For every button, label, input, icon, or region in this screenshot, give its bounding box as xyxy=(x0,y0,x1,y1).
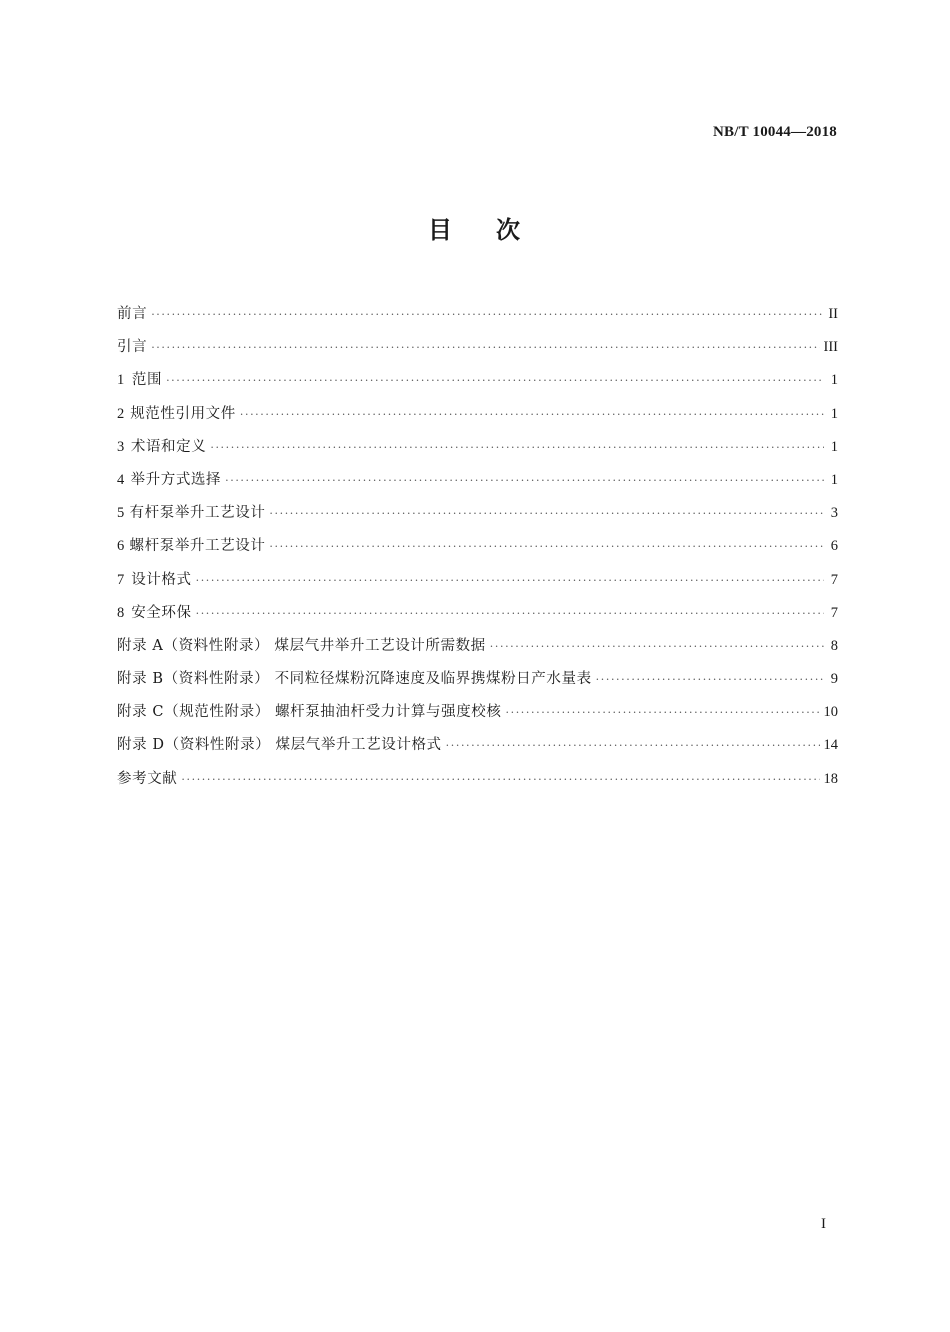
toc-entry-label: 参考文献 xyxy=(117,770,178,787)
toc-entry[interactable] xyxy=(117,333,838,366)
toc-entry-page: 18 xyxy=(823,770,838,787)
toc-dot-leader xyxy=(490,633,824,661)
toc-dot-leader xyxy=(196,567,824,595)
toc-dot-leader xyxy=(151,334,819,362)
toc-entry-page: 1 xyxy=(830,438,838,455)
toc-entry-label: 举升方式选择 xyxy=(130,471,222,488)
toc-entry-page: 9 xyxy=(830,671,838,688)
toc-dot-leader xyxy=(181,766,819,794)
toc-entry-page: 8 xyxy=(830,637,838,654)
toc-entry-label: 附录 C（规范性附录） 螺杆泵抽油杆受力计算与强度校核 xyxy=(117,704,502,721)
toc-entry[interactable] xyxy=(117,632,838,665)
toc-dot-leader xyxy=(269,500,824,528)
toc-dot-leader xyxy=(596,666,824,694)
toc-entry-label: 附录 D（资料性附录） 煤层气举升工艺设计格式 xyxy=(117,737,442,754)
toc-entry-number: 6 xyxy=(117,538,125,555)
toc-entry[interactable] xyxy=(117,532,838,565)
toc-entry-label: 引言 xyxy=(117,339,148,356)
toc-dot-leader xyxy=(151,301,824,329)
toc-entry-number: 1 xyxy=(117,372,125,389)
toc-list xyxy=(117,300,838,798)
toc-entry[interactable] xyxy=(117,466,838,499)
toc-dot-leader xyxy=(210,434,824,462)
toc-entry-page: 1 xyxy=(830,372,838,389)
toc-entry-label: 螺杆泵举升工艺设计 xyxy=(129,538,266,555)
toc-entry-page: 3 xyxy=(830,505,838,522)
toc-entry[interactable] xyxy=(117,366,838,399)
toc-entry[interactable] xyxy=(117,566,838,599)
toc-title-part1: 目 xyxy=(428,216,454,244)
toc-dot-leader xyxy=(196,600,824,628)
toc-entry-label: 术语和定义 xyxy=(130,438,207,455)
toc-entry-label: 前言 xyxy=(117,306,148,322)
toc-entry[interactable] xyxy=(117,698,838,731)
toc-entry-label: 有杆泵举升工艺设计 xyxy=(129,505,266,522)
toc-title-part2: 次 xyxy=(496,216,522,244)
toc-entry-page: 7 xyxy=(830,571,838,588)
toc-entry-page: 6 xyxy=(830,538,838,555)
toc-entry-label: 安全环保 xyxy=(131,604,192,621)
toc-entry[interactable] xyxy=(117,599,838,632)
page-number: I xyxy=(821,1216,826,1232)
toc-title xyxy=(0,210,950,245)
toc-entry-label: 附录 B（资料性附录） 不同粒径煤粉沉降速度及临界携煤粉日产水量表 xyxy=(117,671,592,688)
toc-entry-page: 10 xyxy=(823,704,838,721)
toc-entry-label: 规范性引用文件 xyxy=(130,405,236,422)
toc-entry-label: 设计格式 xyxy=(131,571,192,588)
toc-dot-leader xyxy=(240,401,824,429)
toc-entry[interactable] xyxy=(117,765,838,798)
toc-dot-leader xyxy=(225,467,824,495)
toc-entry-page: 1 xyxy=(830,471,838,488)
toc-dot-leader xyxy=(269,533,824,561)
toc-entry-number: 7 xyxy=(117,571,125,588)
toc-entry-label: 附录 A（资料性附录） 煤层气井举升工艺设计所需数据 xyxy=(117,637,486,654)
document-code: NB/T 10044—2018 xyxy=(713,124,837,140)
toc-entry[interactable] xyxy=(117,300,838,333)
toc-dot-leader xyxy=(506,699,820,727)
toc-entry-page: 7 xyxy=(830,604,838,621)
toc-entry-number: 5 xyxy=(117,505,125,522)
toc-entry-number: 8 xyxy=(117,604,125,621)
toc-entry-page: III xyxy=(823,339,838,356)
toc-entry[interactable] xyxy=(117,499,838,532)
toc-dot-leader xyxy=(166,367,824,395)
toc-entry-page: 1 xyxy=(830,405,838,422)
toc-entry-page: 14 xyxy=(823,737,838,754)
toc-entry-number: 4 xyxy=(117,471,125,488)
toc-entry-number: 2 xyxy=(117,405,125,422)
toc-entry-page: II xyxy=(828,306,838,322)
toc-entry[interactable] xyxy=(117,665,838,698)
toc-entry-label: 范围 xyxy=(131,372,163,389)
toc-entry[interactable] xyxy=(117,433,838,466)
toc-entry[interactable] xyxy=(117,731,838,764)
toc-dot-leader xyxy=(446,732,820,760)
toc-entry[interactable] xyxy=(117,400,838,433)
toc-entry-number: 3 xyxy=(117,438,125,455)
